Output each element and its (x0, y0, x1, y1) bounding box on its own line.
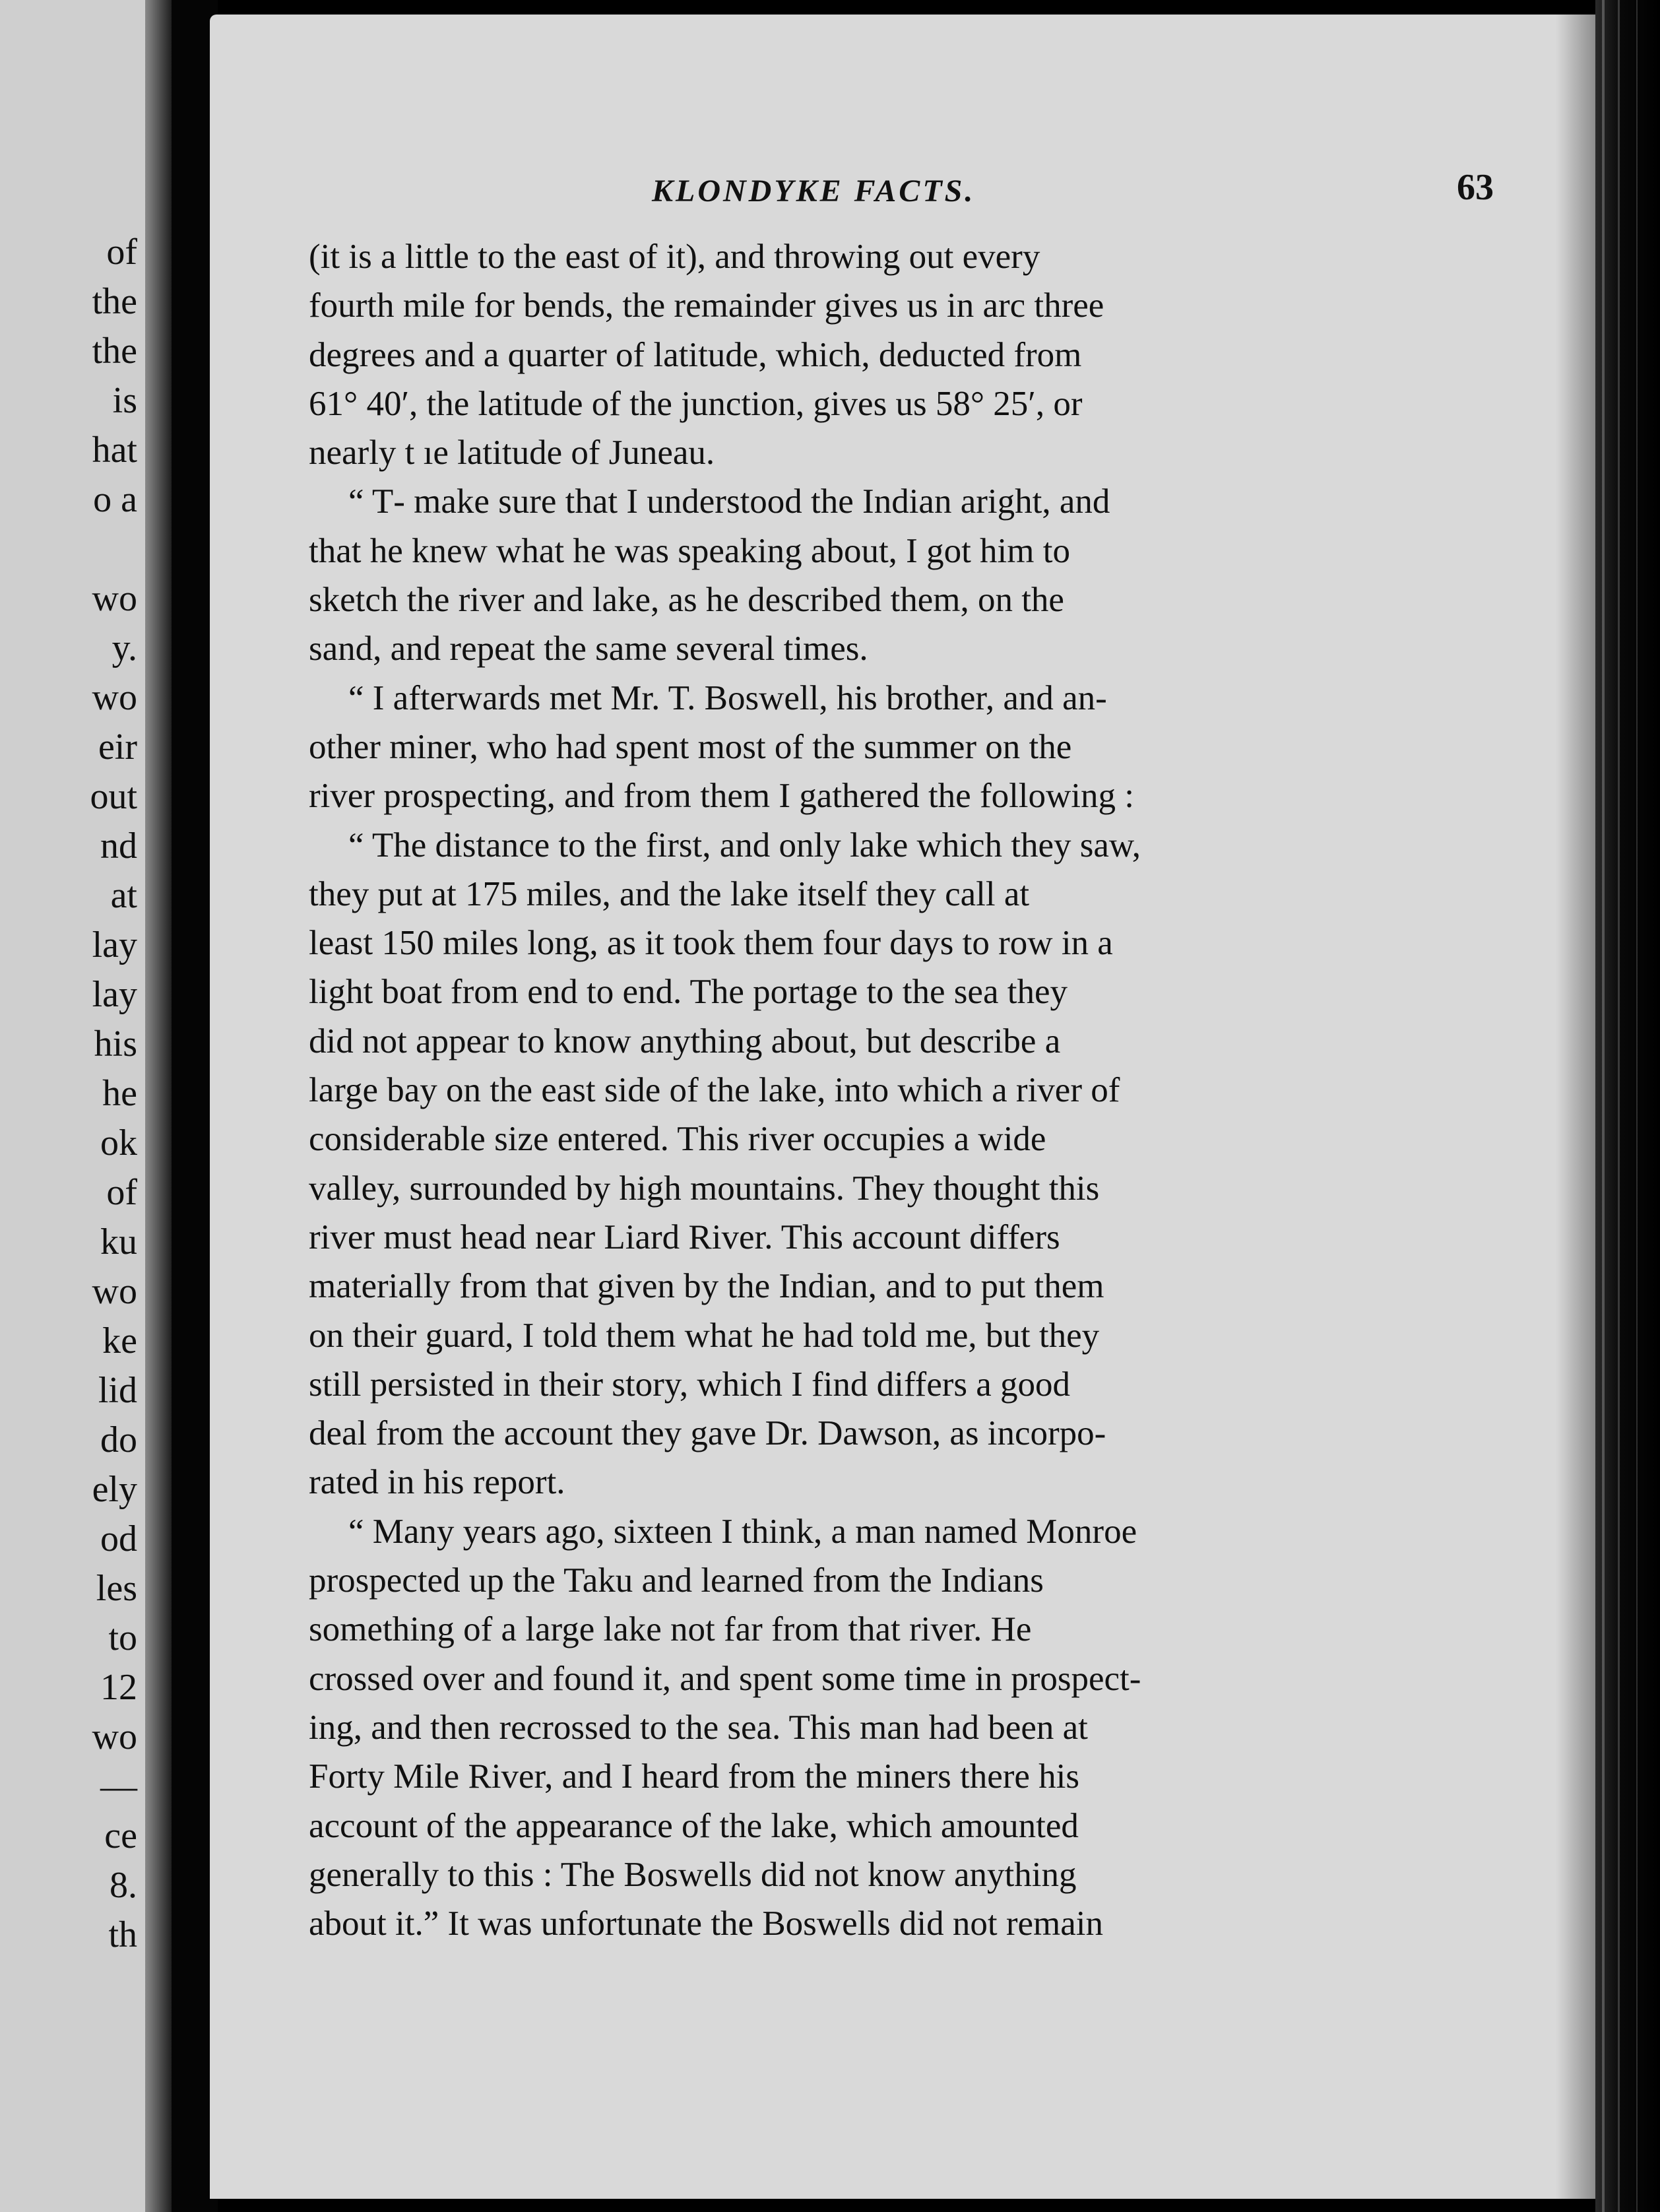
text-line: prospected up the Taku and learned from the Indians (309, 1561, 1044, 1600)
page-gutter (145, 0, 172, 2212)
previous-page-line-fragment: the (92, 281, 137, 322)
page-number: 63 (1457, 167, 1494, 208)
text-line: still persisted in their story, which I find differs a good (309, 1365, 1071, 1404)
previous-page-line-fragment: — (100, 1766, 137, 1807)
previous-page-line-fragment: he (102, 1073, 137, 1114)
previous-page-fragment (0, 0, 172, 2212)
previous-page-line-fragment: of (106, 232, 137, 273)
previous-page-line-fragment: o a (93, 479, 137, 520)
previous-page-line-fragment: lid (98, 1370, 137, 1411)
previous-page-line-fragment: 8. (110, 1865, 137, 1906)
previous-page-line-fragment: th (108, 1914, 137, 1955)
previous-page-line-fragment: wo (92, 1271, 137, 1312)
text-line: fourth mile for bends, the remainder gives us in arc three (309, 286, 1104, 325)
text-line: light boat from end to end. The portage to the sea they (309, 973, 1068, 1012)
text-line: rated in his report. (309, 1463, 565, 1502)
text-line: “ I afterwards met Mr. T. Boswell, his brother, and an- (348, 678, 1107, 717)
text-line: (it is a little to the east of it), and throwing out every (309, 238, 1040, 276)
text-line: “ The distance to the first, and only lake which they saw, (348, 826, 1141, 864)
text-line: crossed over and found it, and spent some time in prospect- (309, 1659, 1141, 1698)
previous-page-text-column (90, 228, 137, 1960)
text-line: about it.” It was unfortunate the Boswells did not remain (309, 1904, 1104, 1943)
text-line: sketch the river and lake, as he described them, on the (309, 581, 1064, 620)
previous-page-line-fragment: is (112, 380, 137, 421)
previous-page-line-fragment: eir (98, 727, 137, 767)
previous-page-line-fragment: ku (100, 1221, 137, 1262)
text-line: deal from the account they gave Dr. Dawson, as incorpo- (309, 1414, 1106, 1453)
previous-page-line-fragment: nd (100, 826, 137, 866)
text-line: 61° 40′, the latitude of the junction, gives us 58° 25′, or (309, 384, 1083, 423)
text-line: materially from that given by the Indian, and to put them (309, 1267, 1104, 1306)
text-line: generally to this : The Boswells did not know anything (309, 1855, 1077, 1894)
running-head: KLONDYKE FACTS. (652, 174, 976, 209)
text-line: “ Many years ago, sixteen I think, a man named Monroe (348, 1512, 1137, 1551)
previous-page-line-fragment: wo (92, 1716, 137, 1757)
previous-page-line-fragment: y. (112, 628, 137, 668)
previous-page-line-fragment: ok (100, 1122, 137, 1163)
previous-page-line-fragment: do (100, 1419, 137, 1460)
previous-page-line-fragment: od (100, 1518, 137, 1559)
previous-page-line-fragment: wo (92, 677, 137, 718)
text-line: did not appear to know anything about, but describe a (309, 1022, 1061, 1060)
previous-page-line-fragment: hat (92, 430, 137, 471)
page-edge-shadow (1556, 15, 1595, 2199)
text-line: they put at 175 miles, and the lake itself they call at (309, 874, 1030, 913)
text-line: ing, and then recrossed to the sea. This man had been at (309, 1708, 1088, 1747)
previous-page-line-fragment: wo (92, 578, 137, 619)
text-line: least 150 miles long, as it took them four days to row in a (309, 924, 1113, 963)
text-line: degrees and a quarter of latitude, which, deducted from (309, 335, 1082, 374)
text-line: river must head near Liard River. This account differs (309, 1218, 1060, 1256)
previous-page-line-fragment: out (90, 776, 137, 817)
text-line: valley, surrounded by high mountains. They thought this (309, 1169, 1100, 1208)
previous-page-line-fragment: lay (92, 925, 137, 965)
text-line: “ T‐ make sure that I understood the Indian aright, and (348, 482, 1110, 521)
text-line: account of the appearance of the lake, which amounted (309, 1806, 1079, 1845)
text-line: something of a large lake not far from that river. He (309, 1610, 1032, 1649)
text-line: Forty Mile River, and I heard from the miners there his (309, 1757, 1079, 1796)
page-header (335, 160, 1589, 212)
text-line: nearly t ıe latitude of Juneau. (309, 434, 715, 472)
previous-page-line-fragment: to (108, 1617, 137, 1658)
book-page (210, 15, 1595, 2199)
text-line: on their guard, I told them what he had told me, but they (309, 1316, 1100, 1355)
previous-page-line-fragment: of (106, 1172, 137, 1213)
right-binding-edge (1595, 0, 1660, 2212)
previous-page-line-fragment: his (94, 1024, 137, 1064)
text-line: that he knew what he was speaking about, I got him to (309, 531, 1070, 570)
previous-page-line-fragment: ely (92, 1469, 137, 1510)
text-line: other miner, who had spent most of the summer on the (309, 727, 1072, 766)
previous-page-line-fragment: ke (102, 1320, 137, 1361)
body-text (309, 232, 1496, 1948)
previous-page-line-fragment: the (92, 331, 137, 372)
previous-page-line-fragment: lay (92, 974, 137, 1015)
text-line: large bay on the east side of the lake, into which a river of (309, 1071, 1120, 1110)
text-line: considerable size entered. This river occupies a wide (309, 1120, 1046, 1159)
previous-page-line-fragment: at (110, 875, 137, 916)
text-line: sand, and repeat the same several times. (309, 630, 868, 668)
previous-page-line-fragment: ce (104, 1815, 137, 1856)
previous-page-line-fragment (90, 525, 137, 574)
previous-page-line-fragment: les (96, 1568, 137, 1609)
previous-page-line-fragment: 12 (100, 1667, 137, 1708)
text-line: river prospecting, and from them I gathered the following : (309, 777, 1135, 816)
